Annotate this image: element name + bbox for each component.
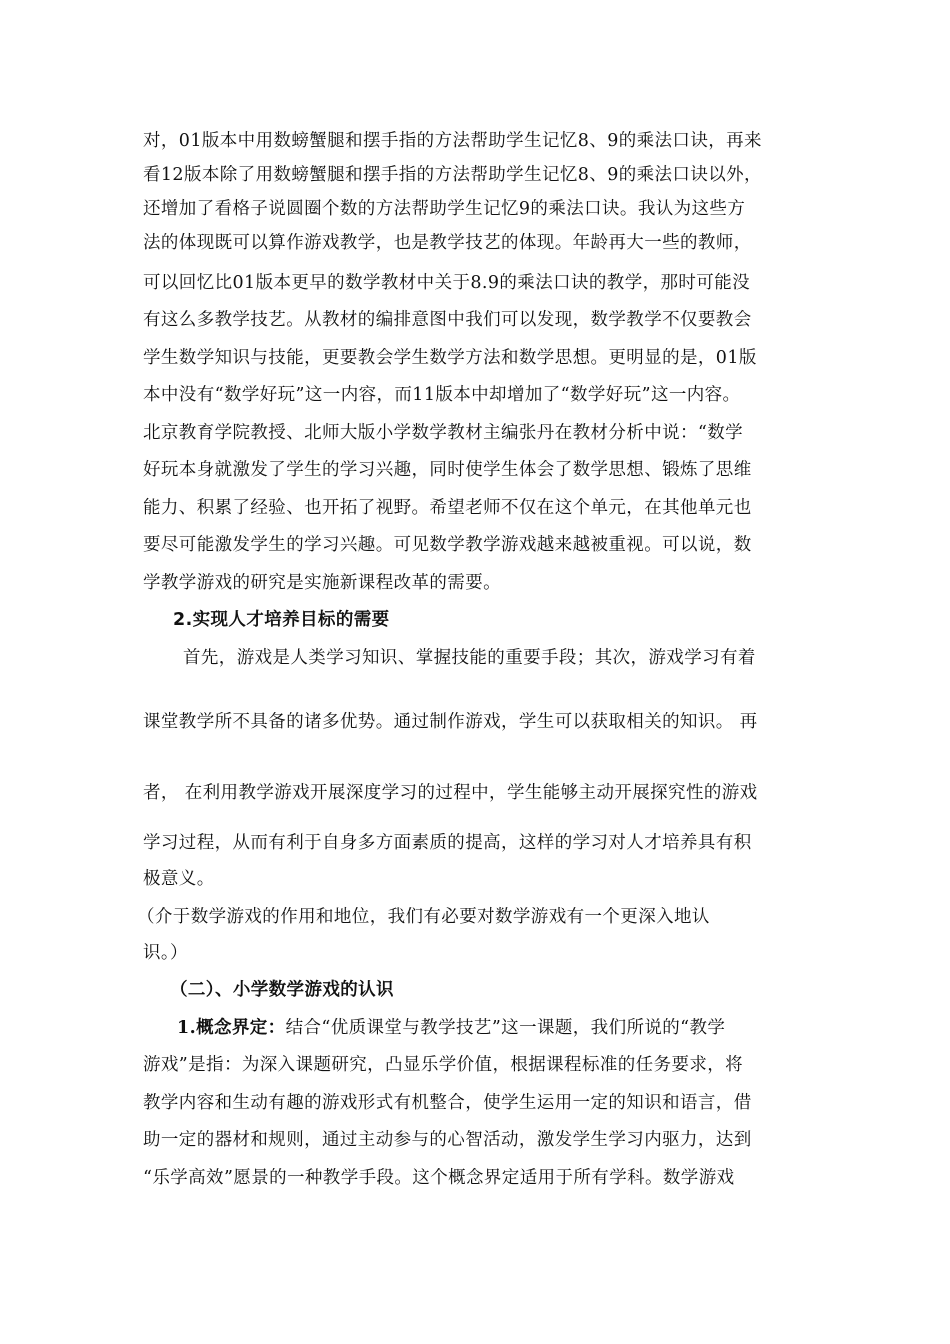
paragraph-line: 还增加了看格子说圆圈个数的方法帮助学生记忆9的乘法口诀。我认为这些方: [143, 199, 746, 219]
paragraph-line: 要尽可能激发学生的学习兴趣。可见数学教学游戏越来越被重视。可以说，数: [143, 535, 752, 555]
paragraph-line: 可以回忆比01版本更早的数学教材中关于8.9的乘法口诀的教学，那时可能没: [143, 273, 750, 293]
paragraph-line: 法的体现既可以算作游戏教学，也是教学技艺的体现。年龄再大一些的教师，: [143, 233, 752, 253]
note-line: 识。）: [143, 943, 188, 963]
paragraph-line: 游戏”是指：为深入课题研究，凸显乐学价值，根据课程标准的任务要求，将: [143, 1055, 744, 1075]
concept-label: 1.概念界定：: [177, 1018, 286, 1038]
section-heading: （二）、小学数学游戏的认识: [170, 980, 394, 1000]
paragraph-line: 本中没有“数学好玩”这一内容，而11版本中却增加了“数学好玩”这一内容。: [143, 385, 741, 405]
paragraph-line: 极意义。: [143, 869, 215, 889]
note-line: （介于数学游戏的作用和地位，我们有必要对数学游戏有一个更深入地认: [137, 907, 710, 927]
paragraph-line: 看12版本除了用数螃蟹腿和摆手指的方法帮助学生记忆8、9的乘法口诀以外，: [143, 165, 762, 185]
paragraph-line: 学教学游戏的研究是实施新课程改革的需要。: [143, 573, 501, 593]
paragraph-line: 学生数学知识与技能，更要教会学生数学方法和数学思想。更明显的是，01版: [143, 348, 757, 368]
paragraph-line: 好玩本身就激发了学生的学习兴趣，同时使学生体会了数学思想、锻炼了思维: [143, 460, 752, 480]
paragraph-line: [177, 1016, 867, 1040]
paragraph-line: 有这么多教学技艺。从教材的编排意图中我们可以发现，数学教学不仅要教会: [143, 310, 752, 330]
subheading: 2.实现人才培养目标的需要: [173, 610, 390, 630]
paragraph-line: “乐学高效”愿景的一种教学手段。这个概念界定适用于所有学科。数学游戏: [143, 1168, 735, 1188]
paragraph-line: 课堂教学所不具备的诸多优势。通过制作游戏，学生可以获取相关的知识。 再: [143, 712, 758, 732]
paragraph-line: 北京教育学院教授、北师大版小学数学教材主编张丹在教材分析中说：“数学: [143, 423, 744, 443]
paragraph-line: 助一定的器材和规则，通过主动参与的心智活动，激发学生学习内驱力，达到: [143, 1130, 752, 1150]
paragraph-line: 教学内容和生动有趣的游戏形式有机整合，使学生运用一定的知识和语言，借: [143, 1093, 752, 1113]
concept-text: 结合“优质课堂与教学技艺”这一课题，我们所说的“教学: [285, 1018, 726, 1038]
paragraph-line: 者， 在利用教学游戏开展深度学习的过程中，学生能够主动开展探究性的游戏: [143, 783, 758, 803]
paragraph-line: 首先，游戏是人类学习知识、掌握技能的重要手段；其次，游戏学习有着: [183, 648, 756, 668]
paragraph-line: 对，01版本中用数螃蟹腿和摆手指的方法帮助学生记忆8、9的乘法口诀，再来: [143, 131, 762, 151]
paragraph-line: 能力、积累了经验、也开拓了视野。希望老师不仅在这个单元，在其他单元也: [143, 498, 752, 518]
paragraph-line: 学习过程，从而有利于自身多方面素质的提高，这样的学习对人才培养具有积: [143, 833, 752, 853]
